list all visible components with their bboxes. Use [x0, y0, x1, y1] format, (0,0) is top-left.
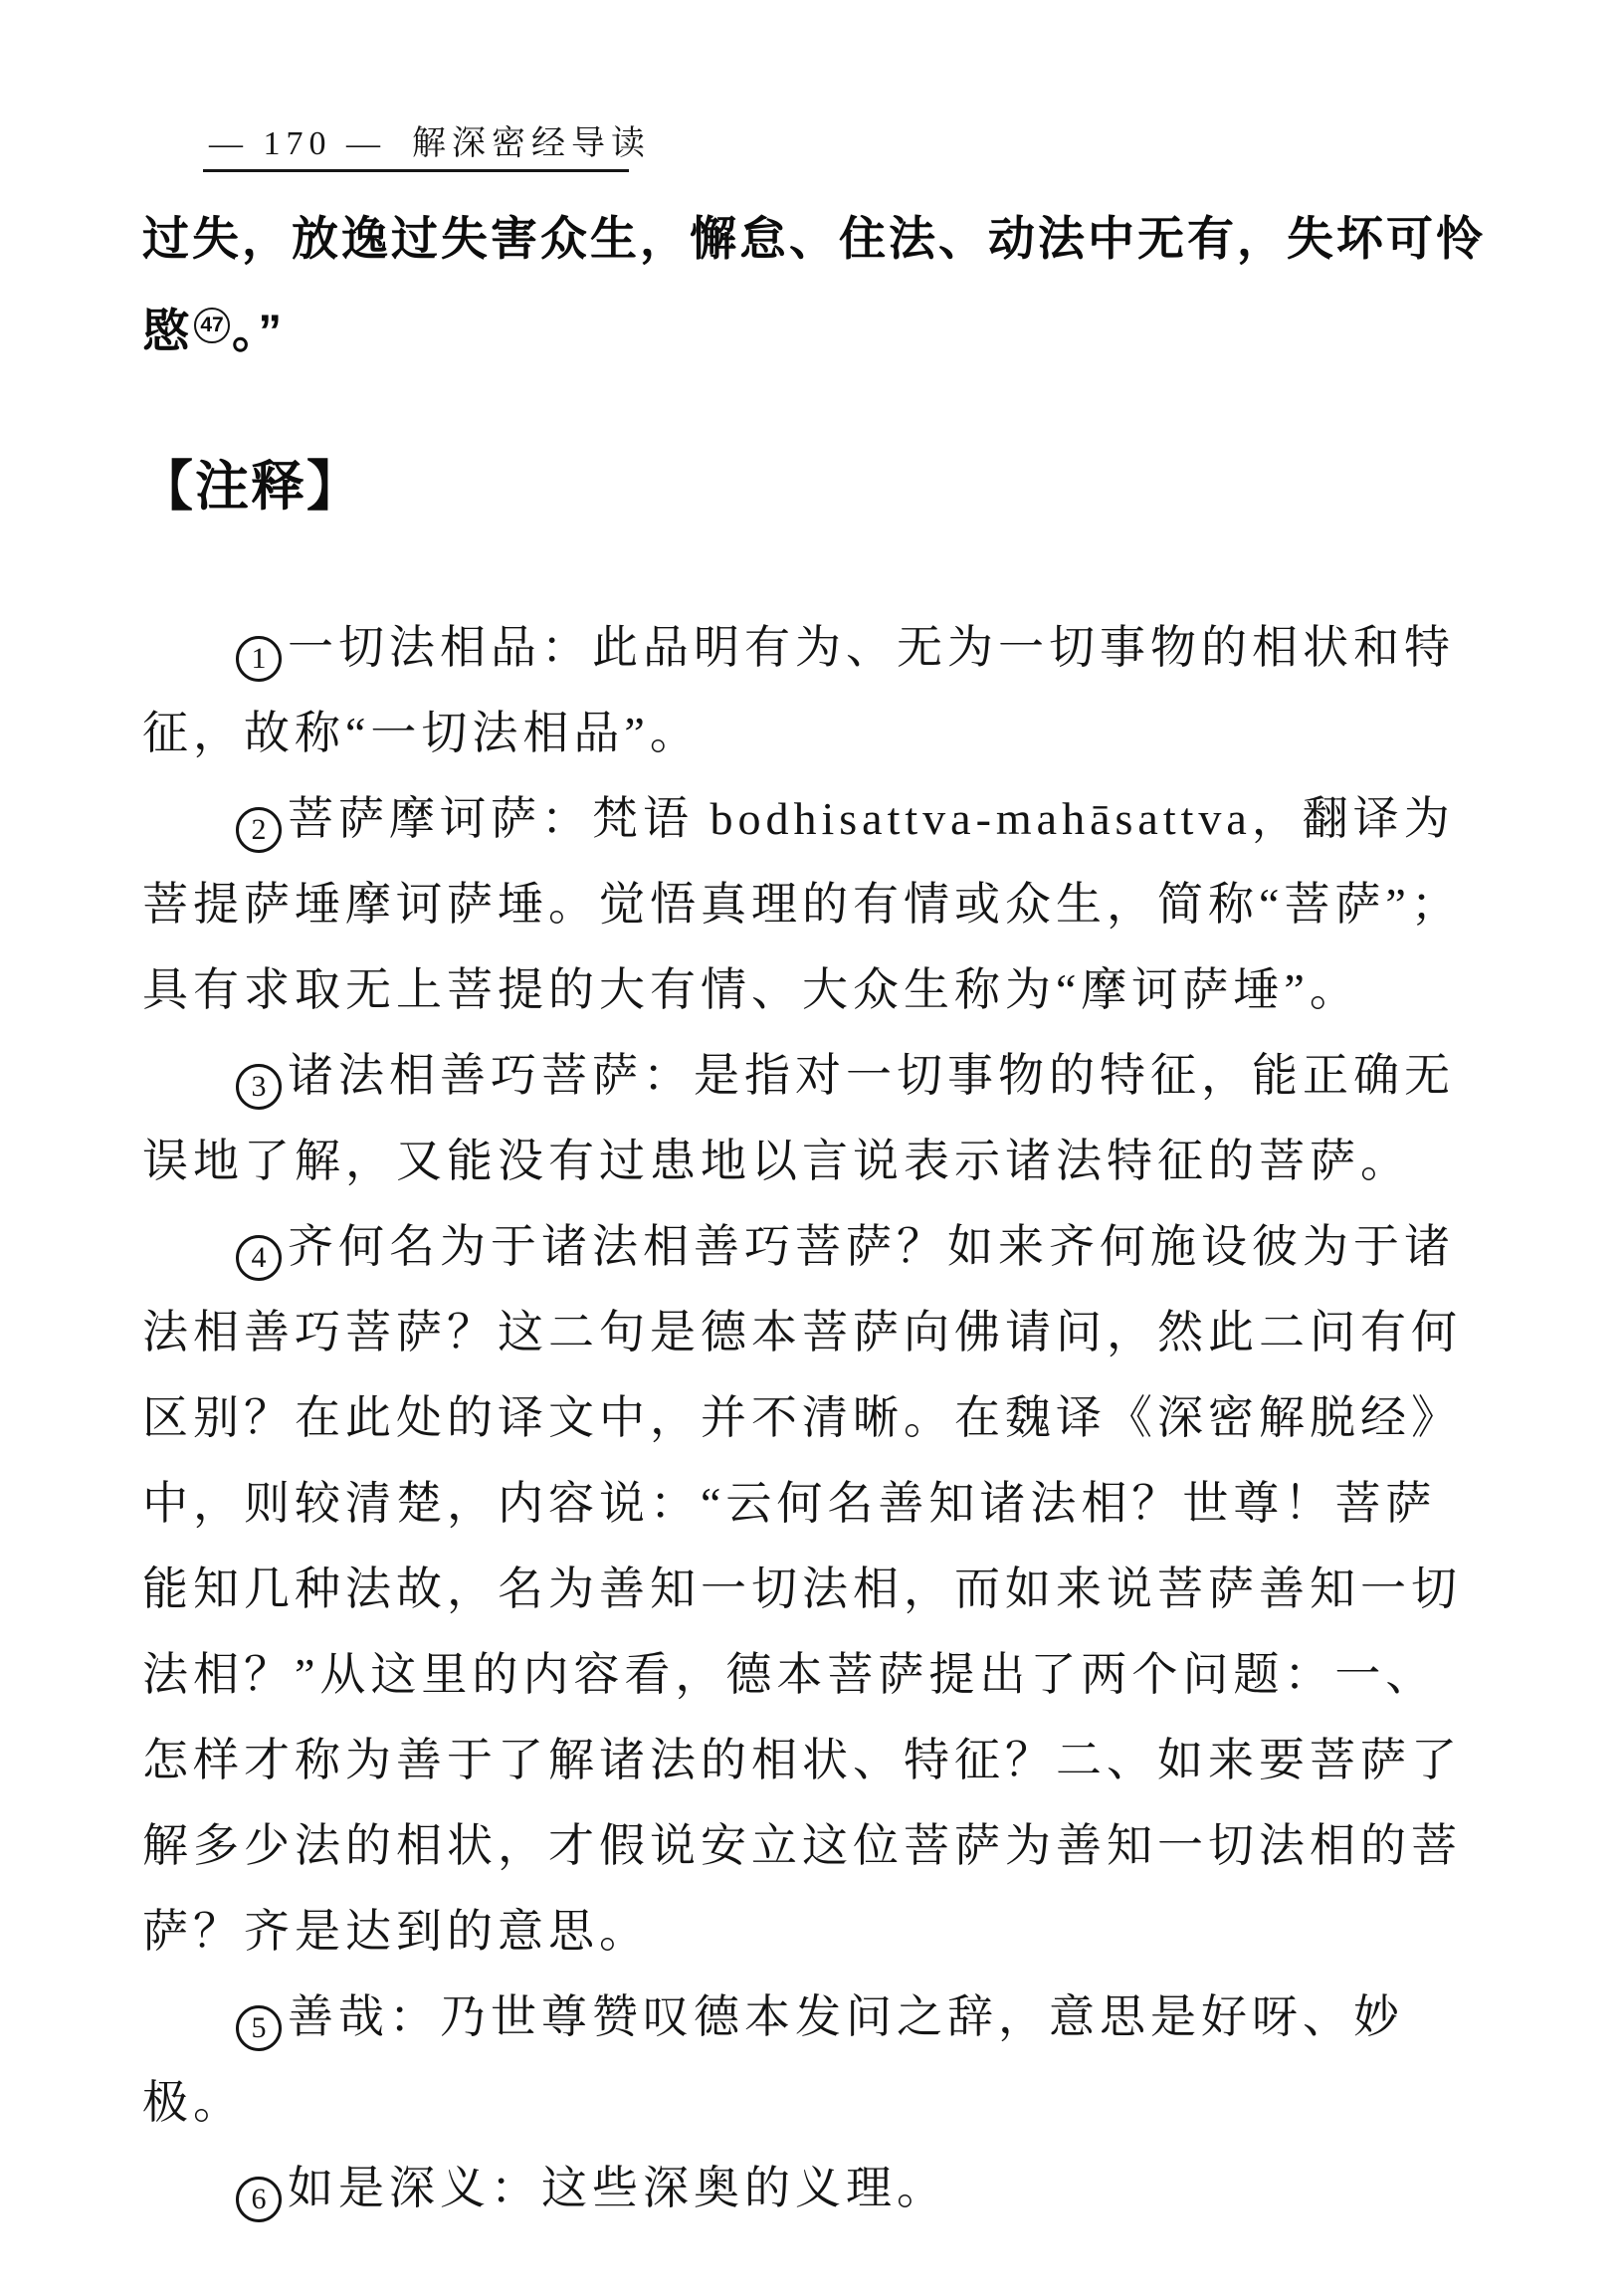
note-text: 误地了解，又能没有过患地以言说表示诸法特征的菩萨。: [142, 1136, 1411, 1186]
note-line: [142, 793, 1581, 853]
footnote-marker-47-icon: 47: [194, 308, 230, 343]
quote-line: [142, 305, 1488, 358]
note-line: [142, 1649, 1488, 1702]
note-text: 如是深义：这些深奥的义理。: [288, 2163, 947, 2213]
book-title: 解深密经导读: [412, 125, 651, 162]
circled-number-6-icon: 6: [236, 2177, 282, 2222]
note-line: [142, 622, 1581, 682]
note-text: 极。: [142, 2077, 244, 2128]
note-text: 菩提萨埵摩诃萨埵。觉悟真理的有情或众生，简称“菩萨”；: [142, 879, 1462, 930]
page-number: — 170 —: [209, 125, 386, 162]
note-line: [142, 964, 1488, 1017]
note-text: 中，则较清楚，内容说：“云何名善知诸法相？世尊！菩萨: [142, 1478, 1437, 1529]
circled-number-3-icon: 3: [236, 1064, 282, 1110]
note-line: [142, 879, 1488, 932]
header-rule: [203, 169, 629, 172]
note-line: [142, 1820, 1488, 1873]
note-line: [142, 1221, 1581, 1281]
note-line: [142, 708, 1488, 760]
note-line: [142, 2163, 1581, 2222]
page-header: [209, 115, 651, 164]
quote-text: 愍: [142, 305, 192, 357]
note-line: [142, 1136, 1488, 1188]
note-line: [142, 2077, 1488, 2130]
note-line: [142, 1392, 1488, 1445]
note-text: 萨？齐是达到的意思。: [142, 1906, 650, 1957]
note-text: 法相善巧菩萨？这二句是德本菩萨向佛请问，然此二问有何: [142, 1307, 1462, 1357]
quote-line: [142, 212, 1488, 266]
note-text: 怎样才称为善于了解诸法的相状、特征？二、如来要菩萨了: [142, 1735, 1462, 1785]
note-line: [142, 1307, 1488, 1359]
circled-number-5-icon: 5: [236, 2005, 282, 2051]
note-text: 能知几种法故，名为善知一切法相，而如来说菩萨善知一切: [142, 1564, 1462, 1614]
note-text: 征，故称“一切法相品”。: [142, 708, 701, 758]
note-text: 具有求取无上菩提的大有情、大众生称为“摩诃萨埵”。: [142, 964, 1360, 1015]
quote-text: 。”: [232, 305, 285, 357]
note-text: 一切法相品：此品明有为、无为一切事物的相状和特: [288, 622, 1455, 673]
note-text: 菩萨摩诃萨：梵语 bodhisattva-mahāsattva，翻译为: [288, 793, 1455, 844]
note-line: [142, 1991, 1581, 2051]
notes-section-heading: 【注释】: [139, 457, 362, 517]
note-line: [142, 1735, 1488, 1787]
note-text: 齐何名为于诸法相善巧菩萨？如来齐何施设彼为于诸: [288, 1221, 1455, 1272]
note-line: [142, 1478, 1488, 1531]
note-line: [142, 1050, 1581, 1110]
note-text: 诸法相善巧菩萨：是指对一切事物的特征，能正确无: [288, 1050, 1455, 1101]
note-text: 区别？在此处的译文中，并不清晰。在魏译《深密解脱经》: [142, 1392, 1462, 1443]
note-line: [142, 1564, 1488, 1616]
circled-number-2-icon: 2: [236, 807, 282, 853]
note-text: 法相？”从这里的内容看，德本菩萨提出了两个问题：一、: [142, 1649, 1437, 1700]
note-text: 善哉：乃世尊赞叹德本发问之辞，意思是好呀、妙: [288, 1991, 1404, 2042]
circled-number-4-icon: 4: [236, 1235, 282, 1281]
note-text: 解多少法的相状，才假说安立这位菩萨为善知一切法相的菩: [142, 1820, 1462, 1871]
circled-number-1-icon: 1: [236, 636, 282, 682]
quote-text: 过失，放逸过失害众生，懈怠、住法、动法中无有，失坏可怜: [142, 212, 1486, 265]
note-line: [142, 1906, 1488, 1959]
